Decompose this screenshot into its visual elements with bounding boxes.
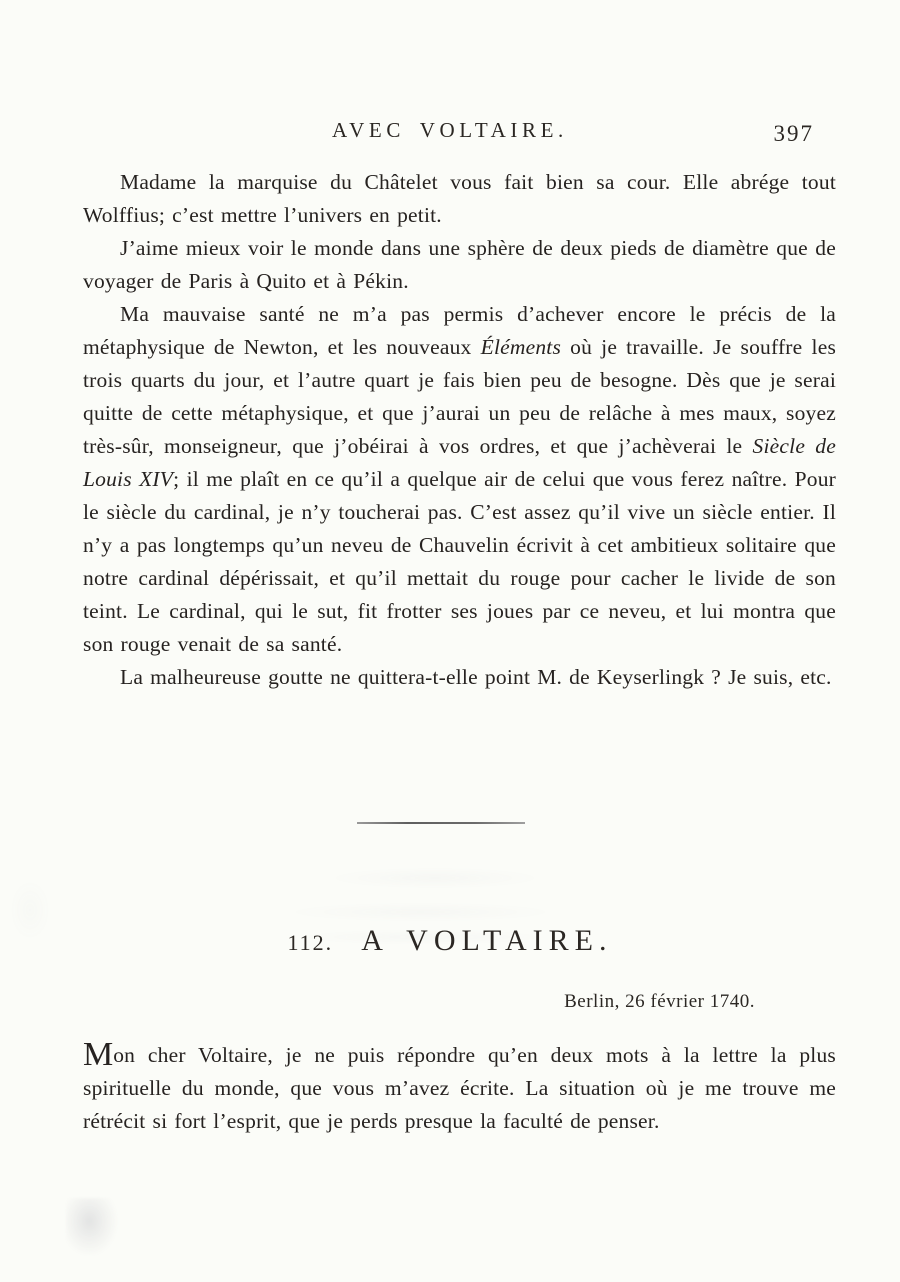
paragraph-text: Ma mauvaise santé ne m’a pas permis d’achever encore le précis de la métaphysique de Newton, et les nouveaux <box>83 302 836 359</box>
paragraph <box>83 298 836 661</box>
paragraph <box>83 1038 836 1138</box>
drop-initial: M <box>83 1036 114 1073</box>
letter-112-body <box>83 1038 836 1138</box>
paragraph-text: où je travaille. Je souffre les trois quarts du jour, et l’autre quart je fais bien peu de besogne. Dès que je serai quitte de cette métaphysique, et que j’aurai un peu de relâche à mes maux, soyez très-sûr, monseigneur, que j’obéirai à vos ordres, et que j’achèverai le <box>83 335 837 458</box>
letter-dateline: Berlin, 26 février 1740. <box>564 991 755 1012</box>
letter-number: 112. <box>287 930 334 955</box>
letter-heading <box>0 924 900 958</box>
work-title-siecle: Siècle de Louis XIV <box>83 434 837 491</box>
paragraph: La malheureuse goutte ne quittera-t-elle point M. de Keyserlingk ? Je suis, etc. <box>120 665 832 689</box>
letter-title: A VOLTAIRE. <box>361 924 613 957</box>
paragraph: J’aime mieux voir le monde dans une sphère de deux pieds de diamètre que de voyager de Paris à Quito et à Pékin. <box>83 236 836 293</box>
letter-previous-body <box>83 166 836 694</box>
paragraph-text: ; il me plaît en ce qu’il a quelque air de celui que vous ferez naître. Pour le siècle du cardinal, je n’y toucherai pas. C’est assez qu’il vive un siècle entier. Il n’y a pas longtemps qu’un neveu de Chauvelin écrivit à cet ambitieux solitaire que notre cardinal dépérissait, et qu’il mettait du rouge pour cacher le livide de son teint. Le cardinal, qui le sut, fit frotter ses joues par ce neveu, et lui montra que son rouge venait de sa santé. <box>83 467 836 656</box>
running-title: AVEC VOLTAIRE. <box>332 118 568 142</box>
section-divider-rule <box>357 822 525 824</box>
paper-showthrough-mark <box>288 903 553 921</box>
paragraph: Madame la marquise du Châtelet vous fait bien sa cour. Elle abrége tout Wolffius; c’est mettre l’univers en petit. <box>83 170 836 227</box>
paper-smudge <box>66 1198 118 1256</box>
paragraph-text: on cher Voltaire, je ne puis répondre qu’en deux mots à la lettre la plus spirituelle du monde, que vous m’avez écrite. La situation où je me trouve me rétrécit si fort l’esprit, que je perds presque la faculté de penser. <box>83 1043 836 1133</box>
page-number: 397 <box>773 121 814 146</box>
running-header <box>0 118 900 143</box>
paper-showthrough-mark <box>330 868 540 888</box>
work-title-elements: Éléments <box>480 335 562 359</box>
